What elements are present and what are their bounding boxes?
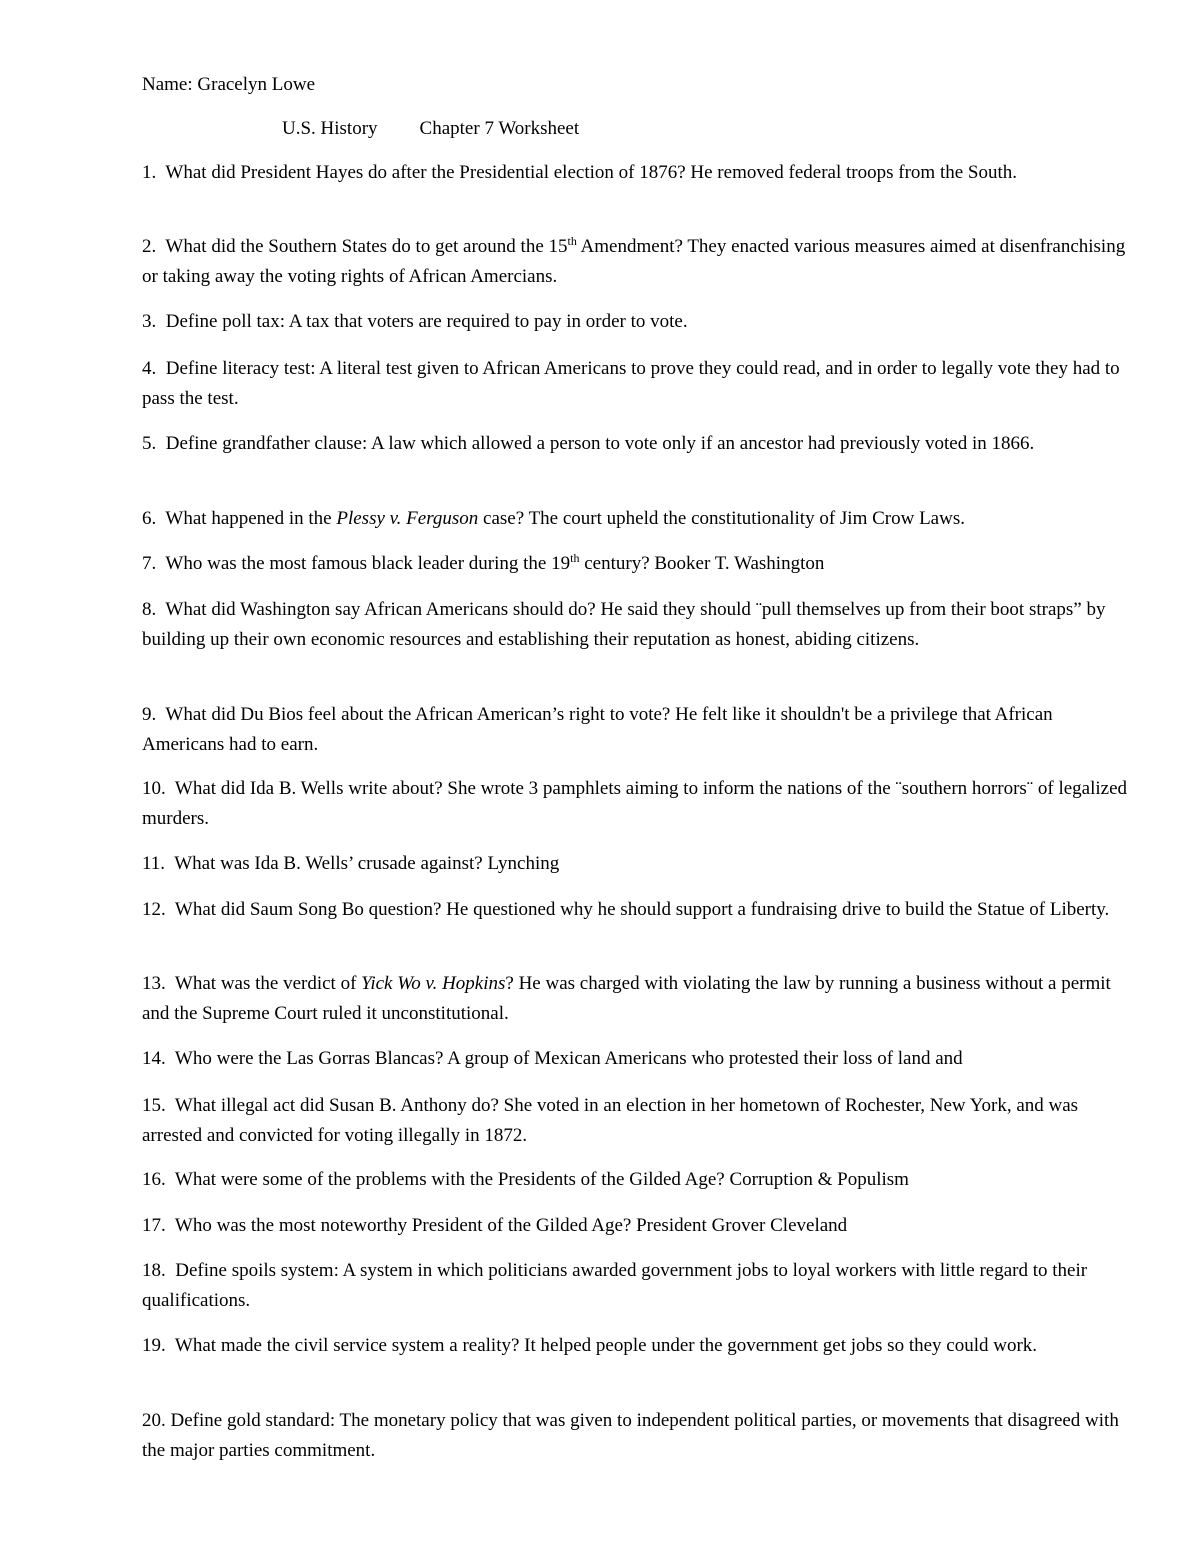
question-9: 9. What did Du Bios feel about the African American’s right to vote? He felt like it shouldn't be a privilege that African Americans had to earn. xyxy=(142,704,1053,755)
question-18: 18. Define spoils system: A system in which politicians awarded government jobs to loyal workers with little regard to their qualifications. xyxy=(142,1260,1088,1311)
question-4: 4. Define literacy test: A literal test given to African Americans to prove they could read, and in order to legally vote they had to pass the test. xyxy=(142,358,1120,409)
question-6: 6. What happened in the Plessy v. Ferguson case? The court upheld the constitutionality of Jim Crow Laws. xyxy=(142,508,965,529)
question-15: 15. What illegal act did Susan B. Anthony do? She voted in an election in her hometown of Rochester, New York, and was arrested and convicted for voting illegally in 1872. xyxy=(142,1095,1079,1146)
case-name-yick-wo: Yick Wo v. Hopkins xyxy=(361,973,506,994)
question-16: 16. What were some of the problems with the Presidents of the Gilded Age? Corruption & Populism xyxy=(142,1169,909,1190)
question-5: 5. Define grandfather clause: A law which allowed a person to vote only if an ancestor had previously voted in 1866. xyxy=(142,433,1035,454)
course-title: U.S. History xyxy=(282,118,378,139)
question-10: 10. What did Ida B. Wells write about? She wrote 3 pamphlets aiming to inform the nations of the ¨southern horrors¨ of legalized murders. xyxy=(142,778,1128,829)
question-17: 17. Who was the most noteworthy President of the Gilded Age? President Grover Cleveland xyxy=(142,1215,848,1236)
question-3: 3. Define poll tax: A tax that voters are required to pay in order to vote. xyxy=(142,311,688,332)
question-2: 2. What did the Southern States do to get around the 15th Amendment? They enacted various measures aimed at disenfranchising or taking away the voting rights of African Amercians. xyxy=(142,234,1126,287)
question-14: 14. Who were the Las Gorras Blancas? A group of Mexican Americans who protested their loss of land and xyxy=(142,1048,963,1069)
question-12: 12. What did Saum Song Bo question? He questioned why he should support a fundraising drive to build the Statue of Liberty. xyxy=(142,899,1110,920)
question-1: 1. What did President Hayes do after the Presidential election of 1876? He removed federal troops from the South. xyxy=(142,162,1017,183)
question-20: 20. Define gold standard: The monetary policy that was given to independent political parties, or movements that disagreed with the major parties commitment. xyxy=(142,1410,1119,1461)
question-8: 8. What did Washington say African Americans should do? He said they should ¨pull themselves up from their boot straps” by building up their own economic resources and establishing their reputation as honest, abiding citizens. xyxy=(142,599,1106,650)
question-13: 13. What was the verdict of Yick Wo v. Hopkins? He was charged with violating the law by running a business without a permit and the Supreme Court ruled it unconstitutional. xyxy=(142,973,1111,1024)
case-name-plessy: Plessy v. Ferguson xyxy=(336,508,479,529)
question-11: 11. What was Ida B. Wells’ crusade against? Lynching xyxy=(142,853,560,874)
worksheet-title: Chapter 7 Worksheet xyxy=(419,118,580,139)
question-19: 19. What made the civil service system a reality? It helped people under the government get jobs so they could work. xyxy=(142,1335,1038,1356)
question-7: 7. Who was the most famous black leader during the 19th century? Booker T. Washington xyxy=(142,551,825,574)
worksheet-header xyxy=(282,114,579,144)
student-name-line: Name: Gracelyn Lowe xyxy=(142,74,316,95)
